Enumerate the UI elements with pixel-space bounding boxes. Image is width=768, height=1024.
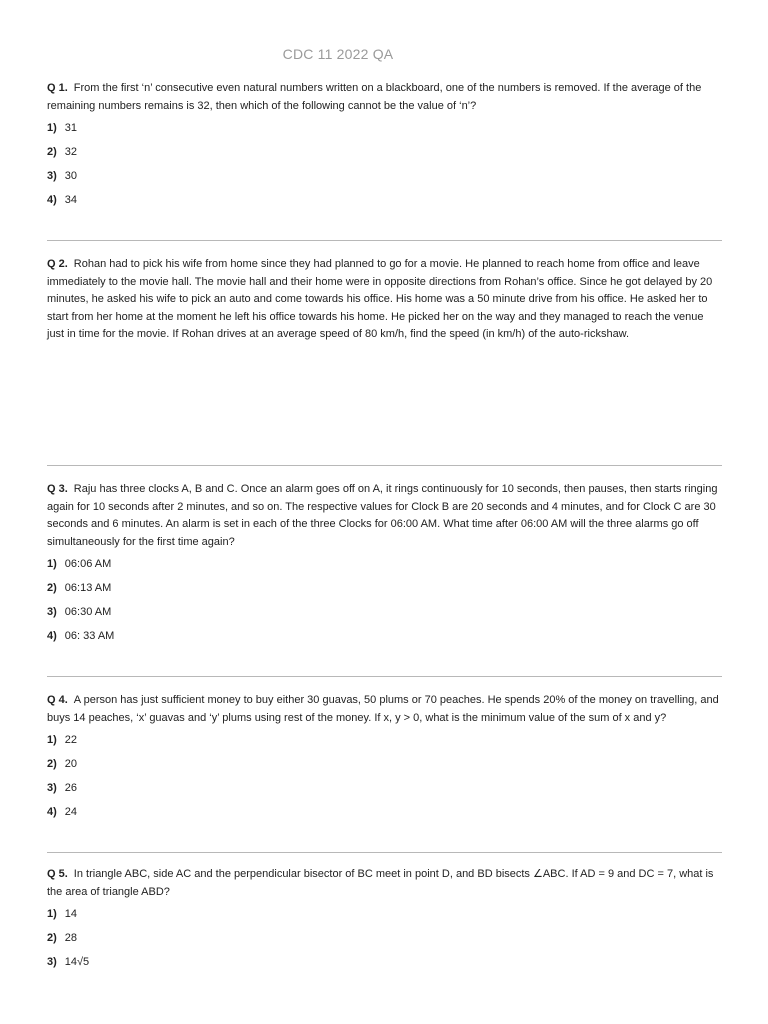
option-text: 32: [64, 146, 78, 159]
question-1: [47, 80, 722, 217]
option-text: 06: 33 AM: [64, 630, 115, 643]
option-3[interactable]: [47, 781, 722, 805]
option-1[interactable]: [47, 907, 722, 931]
option-2[interactable]: [47, 581, 722, 605]
option-3[interactable]: [47, 955, 722, 979]
question-4-text-block: [47, 692, 722, 727]
option-number: 3): [47, 170, 57, 183]
question-text: From the first ‘n’ consecutive even natural numbers written on a blackboard, one of the numbers is removed. If the average of the remaining numbers remains is 32, then which of the following cannot be the value of ‘n’?: [47, 82, 702, 112]
option-number: 1): [47, 908, 57, 921]
divider: [47, 240, 722, 241]
question-4: [47, 692, 722, 829]
option-number: 4): [47, 806, 57, 819]
option-text: 28: [64, 932, 78, 945]
option-text: 06:06 AM: [64, 558, 112, 571]
question-number: Q 4.: [47, 694, 68, 706]
option-number: 4): [47, 630, 57, 643]
option-list: [47, 557, 722, 653]
question-2-text-block: [47, 256, 722, 344]
question-number: Q 1.: [47, 82, 68, 94]
option-text: 20: [64, 758, 78, 771]
option-number: 3): [47, 956, 57, 969]
option-2[interactable]: [47, 145, 722, 169]
option-text: 34: [64, 194, 78, 207]
option-number: 2): [47, 146, 57, 159]
question-5: [47, 866, 722, 979]
option-4[interactable]: [47, 629, 722, 653]
question-5-text-block: [47, 866, 722, 901]
option-number: 2): [47, 932, 57, 945]
document-title: CDC 11 2022 QA: [282, 46, 394, 62]
option-text: 14√5: [64, 956, 90, 969]
option-number: 4): [47, 194, 57, 207]
option-text: 30: [64, 170, 78, 183]
option-1[interactable]: [47, 557, 722, 581]
question-number: Q 5.: [47, 868, 68, 880]
option-2[interactable]: [47, 757, 722, 781]
option-1[interactable]: [47, 121, 722, 145]
question-number: Q 2.: [47, 258, 68, 270]
divider: [47, 465, 722, 466]
divider: [47, 676, 722, 677]
option-1[interactable]: [47, 733, 722, 757]
question-3: [47, 481, 722, 653]
option-list: [47, 733, 722, 829]
question-2: [47, 256, 722, 344]
question-number: Q 3.: [47, 483, 68, 495]
option-number: 2): [47, 582, 57, 595]
option-text: 24: [64, 806, 78, 819]
divider: [47, 852, 722, 853]
option-4[interactable]: [47, 193, 722, 217]
question-text: Rohan had to pick his wife from home since they had planned to go for a movie. He planned to reach home from office and leave immediately to the movie hall. The movie hall and their home were in opposite directions from Rohan’s office. Since he got delayed by 20 minutes, he asked his wife to pick an auto and come towards his office. His home was a 50 minute drive from his office. He asked her to start from her home at the moment he left his office towards his home. He picked her on the way and they managed to reach the venue just in time for the movie. If Rohan drives at an average speed of 80 km/h, find the speed (in km/h) of the auto-rickshaw.: [47, 258, 713, 341]
option-number: 3): [47, 606, 57, 619]
option-3[interactable]: [47, 605, 722, 629]
option-4[interactable]: [47, 805, 722, 829]
option-text: 26: [64, 782, 78, 795]
option-number: 1): [47, 122, 57, 135]
option-3[interactable]: [47, 169, 722, 193]
question-1-text-block: [47, 80, 722, 115]
option-text: 06:13 AM: [64, 582, 112, 595]
question-3-text-block: [47, 481, 722, 551]
option-text: 14: [64, 908, 78, 921]
option-2[interactable]: [47, 931, 722, 955]
option-text: 31: [64, 122, 78, 135]
option-text: 06:30 AM: [64, 606, 112, 619]
option-text: 22: [64, 734, 78, 747]
question-text: A person has just sufficient money to buy either 30 guavas, 50 plums or 70 peaches. He spends 20% of the money on travelling, and buys 14 peaches, ‘x’ guavas and ‘y’ plums using rest of the money. If x, y > 0, what is the minimum value of the sum of x and y?: [47, 694, 719, 724]
question-text: Raju has three clocks A, B and C. Once an alarm goes off on A, it rings continuously for 10 seconds, then pauses, then starts ringing again for 10 seconds after 2 minutes, and so on. The respective values for Clock B are 20 seconds and 4 minutes, and for Clock C are 30 seconds and 6 minutes. An alarm is set in each of the three Clocks for 06:00 AM. What time after 06:00 AM will the three alarms go off simultaneously for the first time again?: [47, 483, 718, 548]
option-list: [47, 121, 722, 217]
option-number: 3): [47, 782, 57, 795]
option-number: 1): [47, 558, 57, 571]
option-list: [47, 907, 722, 979]
option-number: 2): [47, 758, 57, 771]
option-number: 1): [47, 734, 57, 747]
question-text: In triangle ABC, side AC and the perpendicular bisector of BC meet in point D, and BD bisects ∠ABC. If AD = 9 and DC = 7, what is the area of triangle ABD?: [47, 868, 714, 898]
